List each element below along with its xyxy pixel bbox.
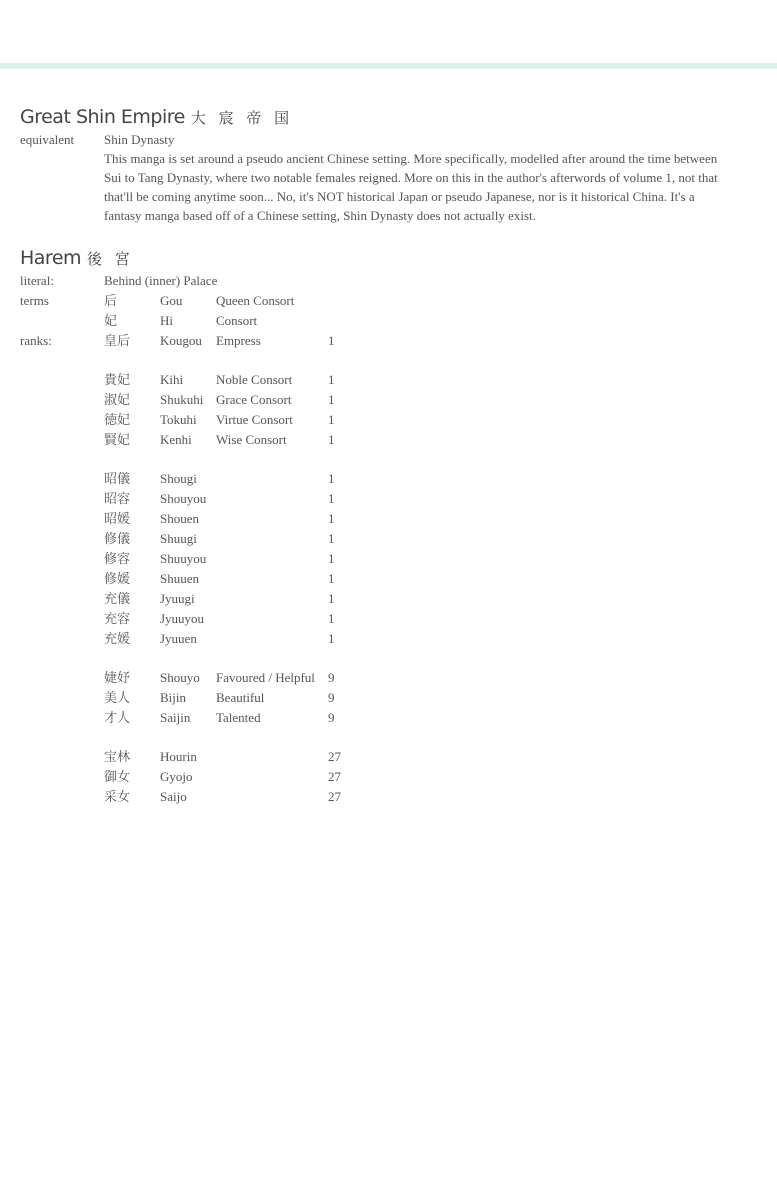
rank-count: 9 [328, 670, 335, 685]
rank-reading: Tokuhi [160, 412, 197, 427]
rank-count: 1 [328, 531, 335, 546]
rank-meaning [216, 529, 328, 549]
rank-count: 1 [328, 491, 335, 506]
rank-count: 27 [328, 789, 341, 804]
rank-meaning [216, 767, 328, 787]
rank-row [20, 390, 740, 410]
glossary-content [20, 104, 740, 807]
rank-count: 1 [328, 631, 335, 646]
rank-reading: Shuugi [160, 531, 197, 546]
rank-kanji: 修容 [104, 551, 131, 566]
rank-reading: Shukuhi [160, 392, 204, 407]
rank-kanji: 賢妃 [104, 432, 131, 447]
rank-row [20, 370, 740, 390]
rank-reading: Shouyo [160, 670, 200, 685]
rank-kanji: 后 [104, 293, 118, 308]
rank-meaning [216, 469, 328, 489]
rank-reading: Bijin [160, 690, 187, 705]
rank-reading: Kenhi [160, 432, 192, 447]
rank-meaning: Empress [216, 333, 261, 348]
equivalent-label: equivalent [20, 132, 75, 147]
rank-row [20, 688, 740, 708]
rank-row [20, 787, 740, 807]
ranks-list [20, 331, 740, 807]
term-row [20, 291, 740, 311]
equivalent-value: Shin Dynasty [104, 132, 175, 147]
rank-reading: Hi [160, 313, 173, 328]
rank-kanji: 充容 [104, 611, 131, 626]
rank-meaning: Beautiful [216, 690, 265, 705]
literal-label: literal: [20, 273, 54, 288]
rank-kanji: 修儀 [104, 531, 131, 546]
rank-meaning: Grace Consort [216, 392, 292, 407]
rank-count: 1 [328, 392, 335, 407]
ranks-label: ranks: [20, 333, 52, 348]
term-row [20, 311, 740, 331]
rank-row [20, 609, 740, 629]
rank-reading: Shuuen [160, 571, 199, 586]
section-title-empire [20, 104, 740, 130]
rank-reading: Shouyou [160, 491, 207, 506]
rank-count: 1 [328, 412, 335, 427]
rank-reading: Jyuugi [160, 591, 195, 606]
rank-row [20, 469, 740, 489]
rank-kanji: 皇后 [104, 333, 131, 348]
rank-reading: Jyuuyou [160, 611, 205, 626]
rank-reading: Saijin [160, 710, 191, 725]
rank-kanji: 充媛 [104, 631, 131, 646]
rank-row [20, 569, 740, 589]
terms-list [20, 291, 740, 331]
rank-kanji: 徳妃 [104, 412, 131, 427]
rank-row [20, 410, 740, 430]
rank-count: 1 [328, 333, 335, 348]
rank-kanji: 采女 [104, 789, 131, 804]
rank-row [20, 489, 740, 509]
rank-meaning [216, 569, 328, 589]
rank-kanji: 妃 [104, 313, 118, 328]
rank-row [20, 331, 740, 351]
rank-kanji: 才人 [104, 710, 131, 725]
rank-row [20, 668, 740, 688]
title-cjk: 後 宮 [87, 250, 134, 268]
rank-kanji: 修媛 [104, 571, 131, 586]
rank-reading: Kihi [160, 372, 184, 387]
rank-kanji: 婕妤 [104, 670, 131, 685]
rank-reading: Saijo [160, 789, 187, 804]
literal-value: Behind (inner) Palace [104, 273, 218, 288]
rank-reading: Kougou [160, 333, 202, 348]
rank-reading: Shougi [160, 471, 197, 486]
rank-kanji: 充儀 [104, 591, 131, 606]
rank-meaning: Wise Consort [216, 432, 287, 447]
rank-row [20, 708, 740, 728]
rank-count: 9 [328, 710, 335, 725]
title-text: Harem [20, 247, 82, 269]
rank-meaning [216, 629, 328, 649]
rank-meaning [216, 489, 328, 509]
rank-reading: Hourin [160, 749, 197, 764]
rank-reading: Jyuuen [160, 631, 197, 646]
rank-kanji: 淑妃 [104, 392, 131, 407]
rank-meaning: Favoured / Helpful [216, 670, 315, 685]
rank-row [20, 529, 740, 549]
rank-kanji: 貴妃 [104, 372, 131, 387]
rank-meaning [216, 747, 328, 767]
rank-count: 1 [328, 511, 335, 526]
rank-kanji: 宝林 [104, 749, 131, 764]
rank-meaning [216, 549, 328, 569]
rank-reading: Shouen [160, 511, 199, 526]
rank-row [20, 767, 740, 787]
rank-meaning: Talented [216, 710, 261, 725]
rank-meaning: Noble Consort [216, 372, 293, 387]
rank-count: 27 [328, 769, 341, 784]
rank-row [20, 509, 740, 529]
rank-count: 1 [328, 591, 335, 606]
rank-meaning [216, 509, 328, 529]
rank-kanji: 昭儀 [104, 471, 131, 486]
rank-count: 1 [328, 432, 335, 447]
rank-count: 1 [328, 372, 335, 387]
rank-count [328, 311, 368, 331]
rank-row [20, 747, 740, 767]
rank-count: 1 [328, 611, 335, 626]
rank-count: 27 [328, 749, 341, 764]
rank-row [20, 549, 740, 569]
rank-meaning [216, 787, 328, 807]
rank-meaning [216, 609, 328, 629]
rank-count [328, 291, 368, 311]
title-text: Great Shin Empire [20, 106, 185, 128]
rank-count: 1 [328, 471, 335, 486]
header-divider [0, 63, 777, 69]
rank-kanji: 昭容 [104, 491, 131, 506]
rank-meaning: Virtue Consort [216, 412, 293, 427]
rank-kanji: 昭媛 [104, 511, 131, 526]
rank-row [20, 629, 740, 649]
rank-row [20, 589, 740, 609]
title-cjk: 大 宸 帝 国 [190, 109, 294, 127]
rank-reading: Shuuyou [160, 551, 207, 566]
rank-kanji: 美人 [104, 690, 131, 705]
rank-reading: Gyojo [160, 769, 193, 784]
rank-meaning: Consort [216, 313, 258, 328]
rank-meaning: Queen Consort [216, 293, 295, 308]
terms-label: terms [20, 293, 49, 308]
empire-description: This manga is set around a pseudo ancient Chinese setting. More specifically, modelled after around the time between Sui to Tang Dynasty, where two notable females reigned. More on this in the author's afterwords of volume 1, not that that'll be coming anytime soon... No, it's NOT historical Japan or pseudo Japanese, nor is it historical China. It's a fantasy manga based off of a Chinese setting, Shin Dynasty does not actually exist. [104, 151, 718, 223]
rank-reading: Gou [160, 293, 183, 308]
rank-row [20, 430, 740, 450]
rank-kanji: 御女 [104, 769, 131, 784]
rank-count: 1 [328, 571, 335, 586]
section-title-harem [20, 245, 740, 271]
rank-meaning [216, 589, 328, 609]
rank-count: 9 [328, 690, 335, 705]
rank-count: 1 [328, 551, 335, 566]
